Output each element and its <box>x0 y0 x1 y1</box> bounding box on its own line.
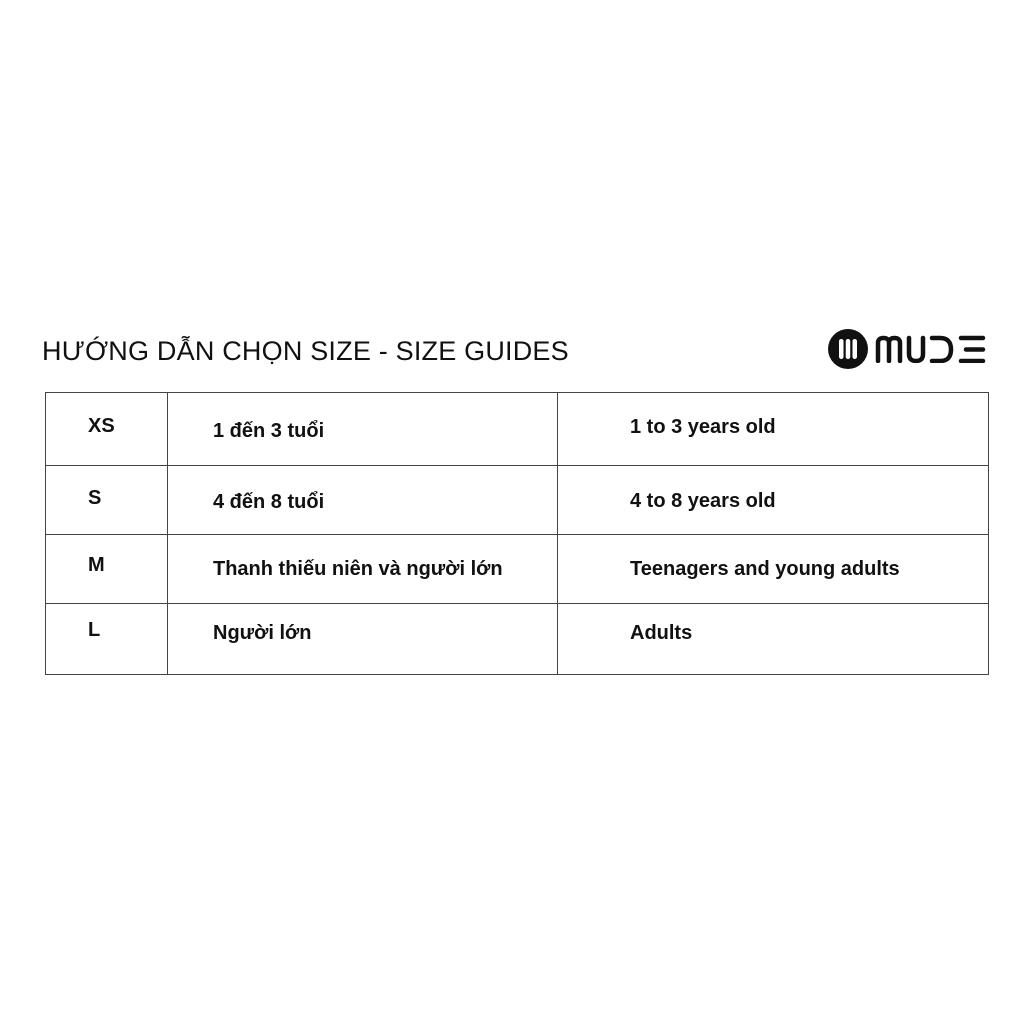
mude-logo-icon <box>827 328 869 370</box>
description-vi: Người lớn <box>168 604 558 675</box>
table-row <box>46 393 989 466</box>
description-en: 1 to 3 years old <box>558 393 989 466</box>
page-title: HƯỚNG DẪN CHỌN SIZE - SIZE GUIDES <box>42 336 569 366</box>
description-vi: 1 đến 3 tuổi <box>168 393 558 466</box>
mude-wordmark <box>875 335 987 363</box>
size-label: S <box>46 466 168 535</box>
brand-logo <box>827 328 987 370</box>
size-label: L <box>46 604 168 675</box>
table-row <box>46 466 989 535</box>
size-guide-table <box>45 392 989 675</box>
description-en: Adults <box>558 604 989 675</box>
table-row <box>46 604 989 675</box>
description-en: 4 to 8 years old <box>558 466 989 535</box>
size-label: M <box>46 535 168 604</box>
size-label: XS <box>46 393 168 466</box>
description-vi: 4 đến 8 tuổi <box>168 466 558 535</box>
table-row <box>46 535 989 604</box>
description-vi: Thanh thiếu niên và người lớn <box>168 535 558 604</box>
description-en: Teenagers and young adults <box>558 535 989 604</box>
